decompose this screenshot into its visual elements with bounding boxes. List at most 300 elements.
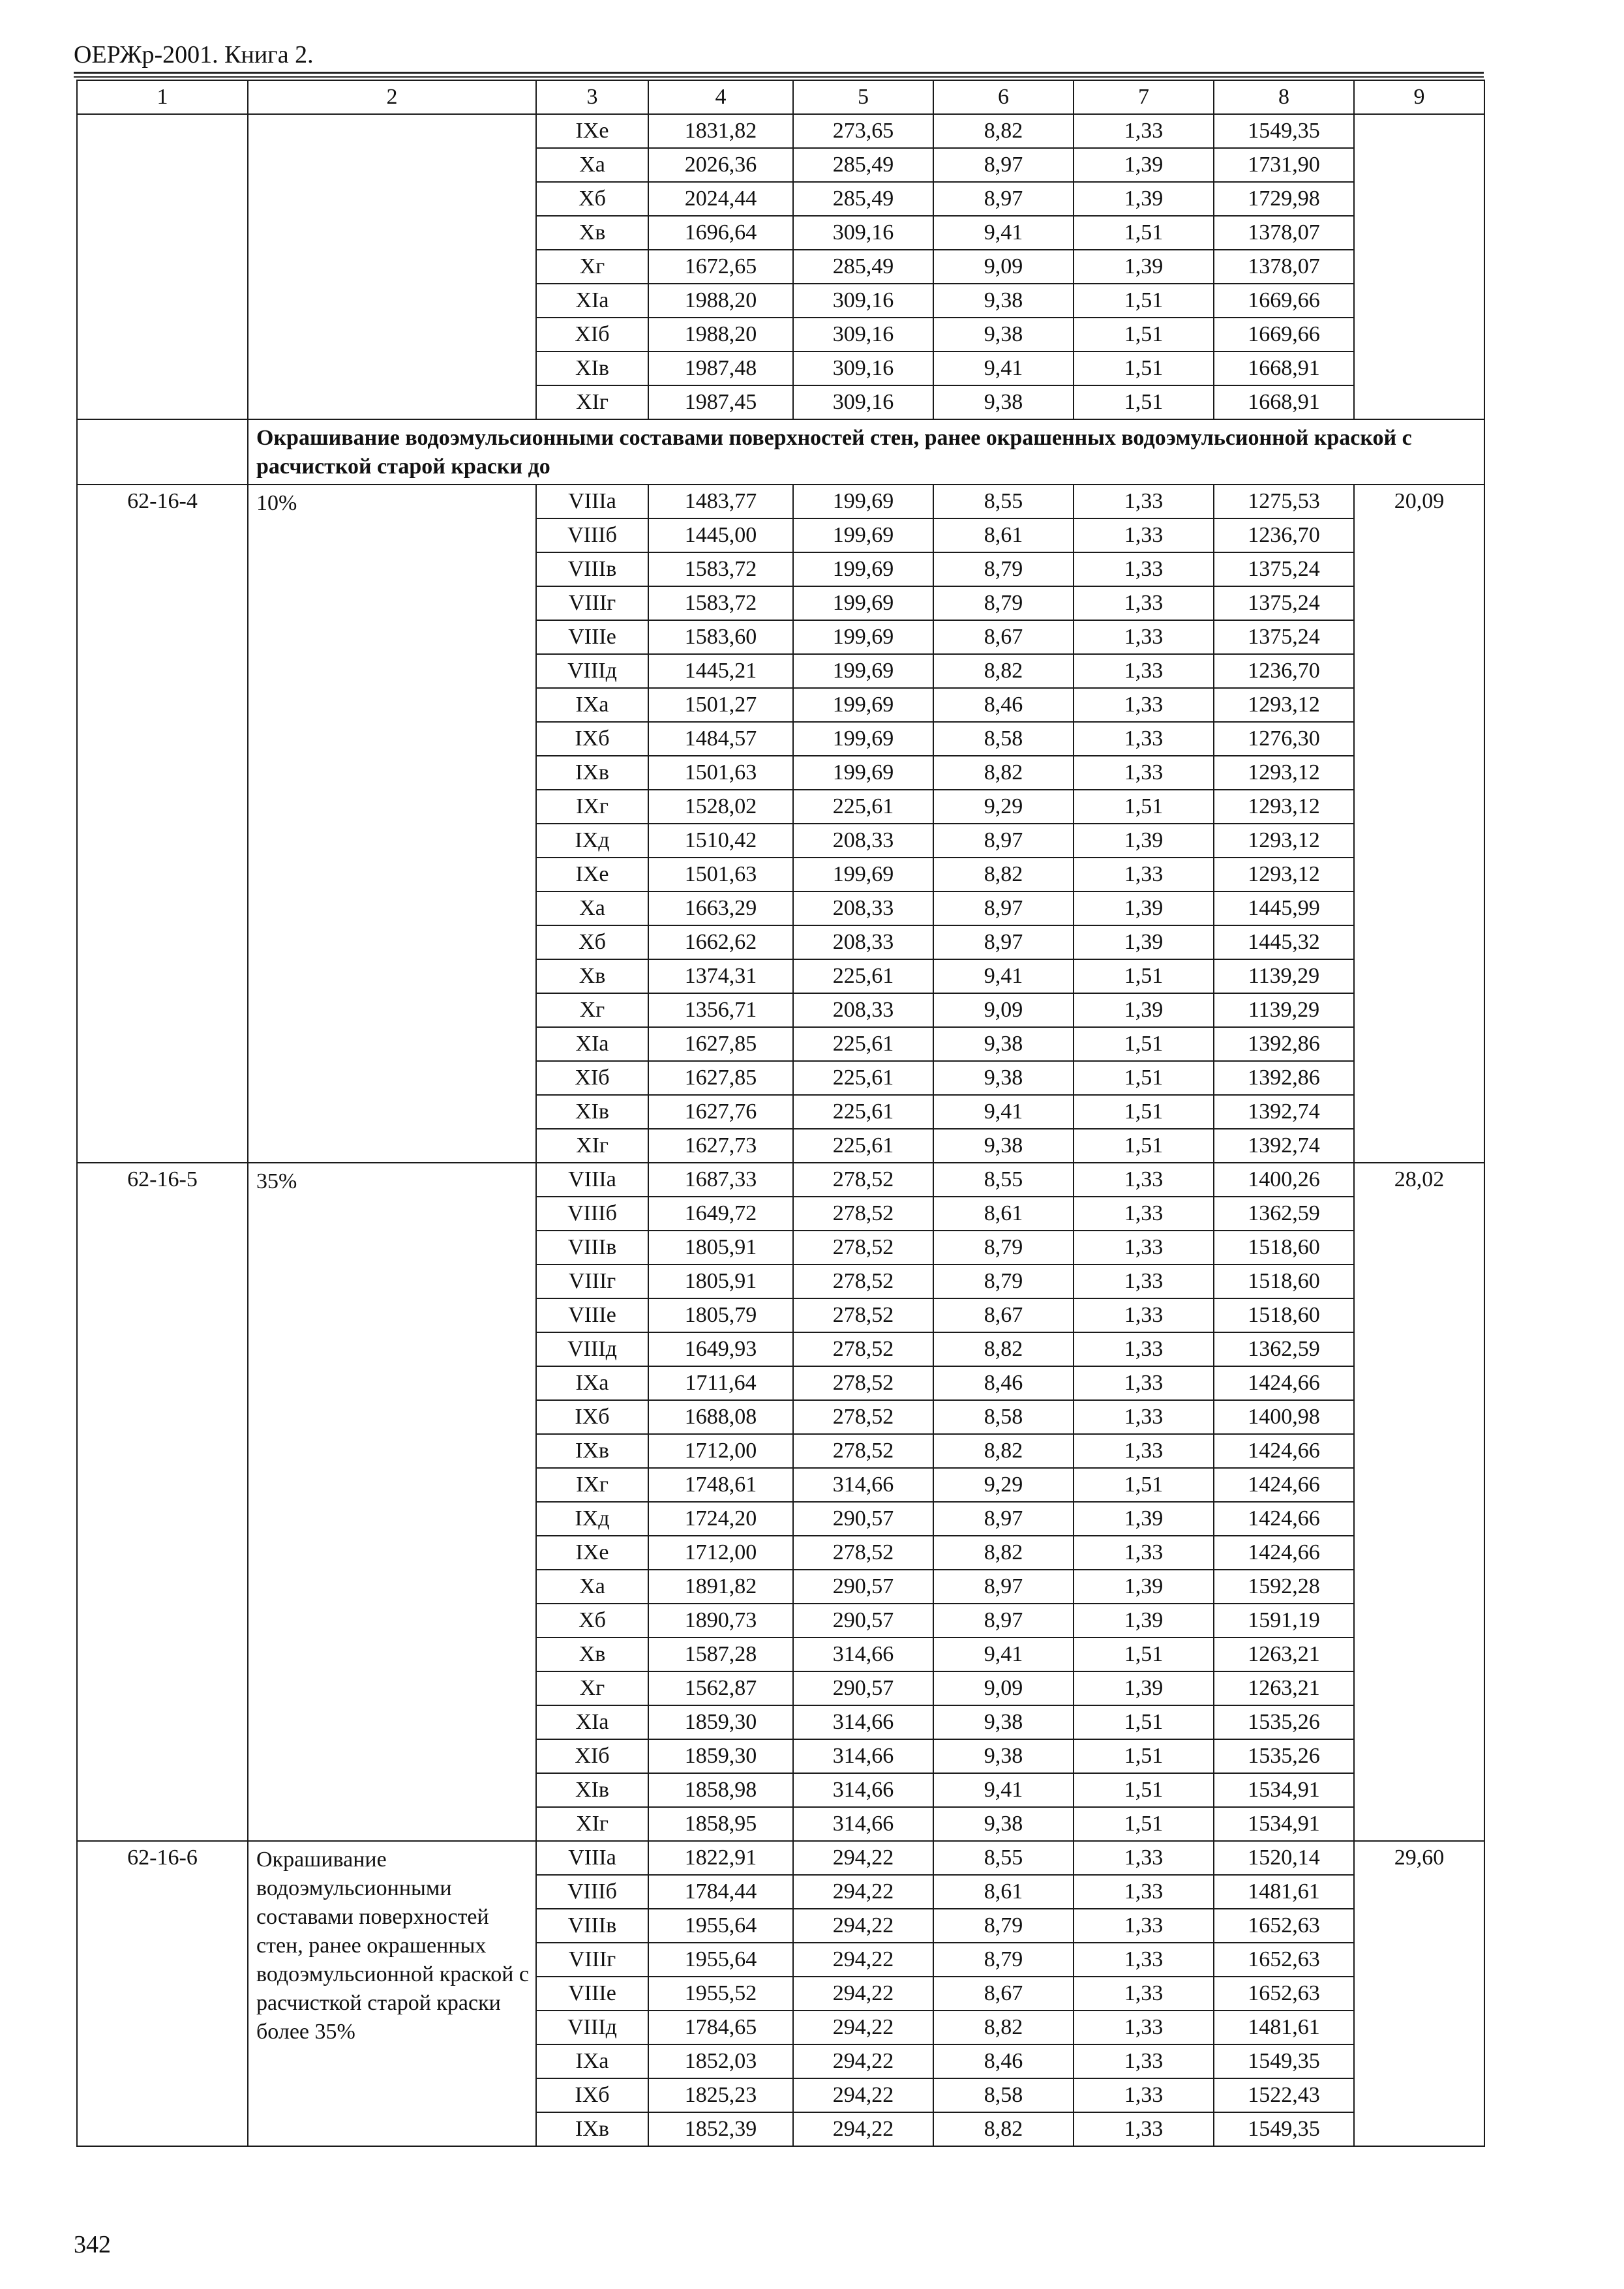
class-cell: XIб	[536, 1061, 648, 1095]
drivers-wages-cell: 1,51	[1074, 959, 1214, 993]
materials-cell: 1591,19	[1214, 1604, 1354, 1638]
wages-cell: 309,16	[793, 216, 933, 250]
wages-cell: 294,22	[793, 1943, 933, 1977]
materials-cell: 1362,59	[1214, 1197, 1354, 1231]
machines-cell: 9,38	[933, 284, 1074, 318]
total-cost-cell: 1852,03	[648, 2044, 793, 2078]
drivers-wages-cell: 1,39	[1074, 182, 1214, 216]
drivers-wages-cell: 1,39	[1074, 925, 1214, 959]
materials-cell: 1549,35	[1214, 2044, 1354, 2078]
machines-cell: 8,82	[933, 858, 1074, 891]
materials-cell: 1275,53	[1214, 485, 1354, 518]
wages-cell: 208,33	[793, 824, 933, 858]
section-heading-code-cell	[77, 419, 248, 485]
total-cost-cell: 1501,63	[648, 756, 793, 790]
class-cell: XIа	[536, 1705, 648, 1739]
class-cell: IXб	[536, 2078, 648, 2112]
machines-cell: 9,38	[933, 318, 1074, 352]
class-cell: Xв	[536, 1638, 648, 1671]
class-cell: VIIIе	[536, 1298, 648, 1332]
class-cell: Xб	[536, 182, 648, 216]
wages-cell: 199,69	[793, 756, 933, 790]
machines-cell: 9,38	[933, 1027, 1074, 1061]
drivers-wages-cell: 1,33	[1074, 756, 1214, 790]
total-cost-cell: 1662,62	[648, 925, 793, 959]
machines-cell: 8,79	[933, 1943, 1074, 1977]
machines-cell: 9,38	[933, 1705, 1074, 1739]
materials-cell: 1139,29	[1214, 993, 1354, 1027]
class-cell: XIв	[536, 1773, 648, 1807]
total-cost-cell: 1649,93	[648, 1332, 793, 1366]
materials-cell: 1139,29	[1214, 959, 1354, 993]
machines-cell: 8,55	[933, 1841, 1074, 1875]
materials-cell: 1535,26	[1214, 1739, 1354, 1773]
table-row	[77, 485, 1484, 518]
machines-cell: 8,97	[933, 925, 1074, 959]
wages-cell: 278,52	[793, 1197, 933, 1231]
wages-cell: 314,66	[793, 1705, 933, 1739]
column-number: 7	[1074, 80, 1214, 114]
drivers-wages-cell: 1,51	[1074, 1129, 1214, 1163]
wages-cell: 278,52	[793, 1366, 933, 1400]
wages-cell: 294,22	[793, 1977, 933, 2011]
wages-cell: 314,66	[793, 1638, 933, 1671]
header-rule-thin	[74, 76, 1484, 78]
machines-cell: 8,58	[933, 722, 1074, 756]
class-cell: IXб	[536, 1400, 648, 1434]
drivers-wages-cell: 1,33	[1074, 2044, 1214, 2078]
materials-cell: 1263,21	[1214, 1638, 1354, 1671]
wages-cell: 225,61	[793, 1061, 933, 1095]
total-cost-cell: 1805,91	[648, 1231, 793, 1264]
wages-cell: 208,33	[793, 891, 933, 925]
total-cost-cell: 1987,48	[648, 352, 793, 385]
drivers-wages-cell: 1,33	[1074, 620, 1214, 654]
drivers-wages-cell: 1,33	[1074, 552, 1214, 586]
total-cost-cell: 1649,72	[648, 1197, 793, 1231]
total-cost-cell: 1627,85	[648, 1061, 793, 1095]
name-cell: Окрашивание водоэмульсионными составами поверхностей стен, ранее окрашенных водоэмульсионной краской с расчисткой старой краски более 35%	[248, 1841, 536, 2146]
wages-cell: 285,49	[793, 250, 933, 284]
total-cost-cell: 1890,73	[648, 1604, 793, 1638]
table-row	[77, 114, 1484, 148]
class-cell: IXе	[536, 858, 648, 891]
drivers-wages-cell: 1,33	[1074, 1536, 1214, 1570]
class-cell: VIIIг	[536, 1943, 648, 1977]
drivers-wages-cell: 1,33	[1074, 654, 1214, 688]
class-cell: XIг	[536, 1807, 648, 1841]
drivers-wages-cell: 1,33	[1074, 2078, 1214, 2112]
machines-cell: 9,38	[933, 1129, 1074, 1163]
total-cost-cell: 1483,77	[648, 485, 793, 518]
drivers-wages-cell: 1,33	[1074, 1264, 1214, 1298]
column-number: 9	[1354, 80, 1484, 114]
total-cost-cell: 1711,64	[648, 1366, 793, 1400]
class-cell: VIIIв	[536, 1909, 648, 1943]
wages-cell: 294,22	[793, 1909, 933, 1943]
class-cell: IXб	[536, 722, 648, 756]
total-cost-cell: 1510,42	[648, 824, 793, 858]
total-cost-cell: 1805,79	[648, 1298, 793, 1332]
class-cell: IXв	[536, 2112, 648, 2146]
machines-cell: 8,55	[933, 1163, 1074, 1197]
wages-cell: 278,52	[793, 1231, 933, 1264]
materials-cell: 1375,24	[1214, 620, 1354, 654]
materials-cell: 1392,74	[1214, 1095, 1354, 1129]
wages-cell: 309,16	[793, 352, 933, 385]
materials-cell: 1592,28	[1214, 1570, 1354, 1604]
machines-cell: 9,41	[933, 1638, 1074, 1671]
total-cost-cell: 1831,82	[648, 114, 793, 148]
materials-cell: 1424,66	[1214, 1536, 1354, 1570]
drivers-wages-cell: 1,33	[1074, 1943, 1214, 1977]
total-cost-cell: 1583,72	[648, 552, 793, 586]
class-cell: Xб	[536, 925, 648, 959]
class-cell: VIIIг	[536, 1264, 648, 1298]
wages-cell: 278,52	[793, 1536, 933, 1570]
total-cost-cell: 1687,33	[648, 1163, 793, 1197]
total-cost-cell: 1587,28	[648, 1638, 793, 1671]
machines-cell: 8,79	[933, 1231, 1074, 1264]
page-number: 342	[74, 2231, 111, 2258]
drivers-wages-cell: 1,33	[1074, 858, 1214, 891]
drivers-wages-cell: 1,51	[1074, 216, 1214, 250]
column-number: 6	[933, 80, 1074, 114]
class-cell: VIIIб	[536, 518, 648, 552]
class-cell: VIIIа	[536, 1841, 648, 1875]
materials-cell: 1236,70	[1214, 518, 1354, 552]
table-body	[77, 80, 1484, 2146]
drivers-wages-cell: 1,33	[1074, 1909, 1214, 1943]
materials-cell: 1400,26	[1214, 1163, 1354, 1197]
materials-cell: 1424,66	[1214, 1502, 1354, 1536]
machines-cell: 8,79	[933, 552, 1074, 586]
total-cost-cell: 1805,91	[648, 1264, 793, 1298]
class-cell: Xг	[536, 250, 648, 284]
class-cell: IXд	[536, 824, 648, 858]
machines-cell: 8,46	[933, 2044, 1074, 2078]
materials-cell: 1652,63	[1214, 1909, 1354, 1943]
materials-cell: 1375,24	[1214, 586, 1354, 620]
column-number: 1	[77, 80, 248, 114]
code-cell: 62-16-5	[77, 1163, 248, 1841]
materials-cell: 1293,12	[1214, 824, 1354, 858]
materials-cell: 1668,91	[1214, 352, 1354, 385]
total-cost-cell: 1696,64	[648, 216, 793, 250]
materials-cell: 1652,63	[1214, 1943, 1354, 1977]
machines-cell: 8,58	[933, 2078, 1074, 2112]
total-cost-cell: 1562,87	[648, 1671, 793, 1705]
column-number-row	[77, 80, 1484, 114]
section-heading-row	[77, 419, 1484, 485]
total-cost-cell: 1784,44	[648, 1875, 793, 1909]
machines-cell: 8,61	[933, 518, 1074, 552]
total-cost-cell: 1858,98	[648, 1773, 793, 1807]
drivers-wages-cell: 1,33	[1074, 1977, 1214, 2011]
drivers-wages-cell: 1,39	[1074, 824, 1214, 858]
class-cell: Xа	[536, 891, 648, 925]
total-cost-cell: 1858,95	[648, 1807, 793, 1841]
class-cell: XIа	[536, 284, 648, 318]
materials-cell: 1378,07	[1214, 216, 1354, 250]
machines-cell: 9,09	[933, 1671, 1074, 1705]
wages-cell: 199,69	[793, 485, 933, 518]
extra-cell: 20,09	[1354, 485, 1484, 1163]
drivers-wages-cell: 1,33	[1074, 1366, 1214, 1400]
materials-cell: 1534,91	[1214, 1773, 1354, 1807]
machines-cell: 8,58	[933, 1400, 1074, 1434]
class-cell: Xа	[536, 148, 648, 182]
drivers-wages-cell: 1,33	[1074, 586, 1214, 620]
materials-cell: 1392,86	[1214, 1027, 1354, 1061]
materials-cell: 1669,66	[1214, 318, 1354, 352]
class-cell: XIв	[536, 352, 648, 385]
wages-cell: 208,33	[793, 993, 933, 1027]
drivers-wages-cell: 1,33	[1074, 1163, 1214, 1197]
wages-cell: 314,66	[793, 1773, 933, 1807]
class-cell: Xб	[536, 1604, 648, 1638]
class-cell: VIIIг	[536, 586, 648, 620]
machines-cell: 8,82	[933, 756, 1074, 790]
extra-cell	[1354, 114, 1484, 419]
class-cell: XIб	[536, 318, 648, 352]
total-cost-cell: 1987,45	[648, 385, 793, 419]
code-cell: 62-16-4	[77, 485, 248, 1163]
wages-cell: 285,49	[793, 182, 933, 216]
materials-cell: 1652,63	[1214, 1977, 1354, 2011]
total-cost-cell: 1988,20	[648, 318, 793, 352]
drivers-wages-cell: 1,39	[1074, 891, 1214, 925]
total-cost-cell: 1688,08	[648, 1400, 793, 1434]
table-row	[77, 1163, 1484, 1197]
wages-cell: 278,52	[793, 1264, 933, 1298]
materials-cell: 1424,66	[1214, 1366, 1354, 1400]
machines-cell: 8,82	[933, 2011, 1074, 2044]
materials-cell: 1534,91	[1214, 1807, 1354, 1841]
wages-cell: 225,61	[793, 959, 933, 993]
drivers-wages-cell: 1,51	[1074, 1027, 1214, 1061]
materials-cell: 1669,66	[1214, 284, 1354, 318]
machines-cell: 8,97	[933, 1604, 1074, 1638]
total-cost-cell: 1825,23	[648, 2078, 793, 2112]
wages-cell: 278,52	[793, 1298, 933, 1332]
machines-cell: 8,61	[933, 1197, 1074, 1231]
wages-cell: 278,52	[793, 1434, 933, 1468]
drivers-wages-cell: 1,33	[1074, 1298, 1214, 1332]
materials-cell: 1424,66	[1214, 1468, 1354, 1502]
drivers-wages-cell: 1,39	[1074, 148, 1214, 182]
drivers-wages-cell: 1,33	[1074, 1231, 1214, 1264]
name-cell: 10%	[248, 485, 536, 1163]
total-cost-cell: 2024,44	[648, 182, 793, 216]
extra-cell: 29,60	[1354, 1841, 1484, 2146]
drivers-wages-cell: 1,33	[1074, 1434, 1214, 1468]
class-cell: IXа	[536, 1366, 648, 1400]
materials-cell: 1424,66	[1214, 1434, 1354, 1468]
class-cell: VIIIа	[536, 1163, 648, 1197]
total-cost-cell: 1988,20	[648, 284, 793, 318]
machines-cell: 9,41	[933, 216, 1074, 250]
class-cell: VIIIд	[536, 654, 648, 688]
total-cost-cell: 1627,85	[648, 1027, 793, 1061]
materials-cell: 1518,60	[1214, 1264, 1354, 1298]
total-cost-cell: 1583,72	[648, 586, 793, 620]
drivers-wages-cell: 1,39	[1074, 1502, 1214, 1536]
drivers-wages-cell: 1,39	[1074, 250, 1214, 284]
total-cost-cell: 1955,64	[648, 1943, 793, 1977]
materials-cell: 1293,12	[1214, 790, 1354, 824]
wages-cell: 314,66	[793, 1468, 933, 1502]
materials-cell: 1293,12	[1214, 858, 1354, 891]
wages-cell: 294,22	[793, 1841, 933, 1875]
total-cost-cell: 1501,27	[648, 688, 793, 722]
rates-table	[76, 80, 1485, 2147]
class-cell: Xа	[536, 1570, 648, 1604]
wages-cell: 278,52	[793, 1400, 933, 1434]
machines-cell: 8,97	[933, 182, 1074, 216]
class-cell: XIв	[536, 1095, 648, 1129]
drivers-wages-cell: 1,33	[1074, 1875, 1214, 1909]
materials-cell: 1392,74	[1214, 1129, 1354, 1163]
wages-cell: 314,66	[793, 1807, 933, 1841]
materials-cell: 1276,30	[1214, 722, 1354, 756]
class-cell: VIIIв	[536, 552, 648, 586]
drivers-wages-cell: 1,33	[1074, 722, 1214, 756]
total-cost-cell: 1784,65	[648, 2011, 793, 2044]
class-cell: XIа	[536, 1027, 648, 1061]
drivers-wages-cell: 1,33	[1074, 485, 1214, 518]
code-cell: 62-16-6	[77, 1841, 248, 2146]
drivers-wages-cell: 1,51	[1074, 318, 1214, 352]
total-cost-cell: 1663,29	[648, 891, 793, 925]
machines-cell: 8,67	[933, 1977, 1074, 2011]
drivers-wages-cell: 1,51	[1074, 1468, 1214, 1502]
total-cost-cell: 1583,60	[648, 620, 793, 654]
total-cost-cell: 1528,02	[648, 790, 793, 824]
total-cost-cell: 1356,71	[648, 993, 793, 1027]
wages-cell: 199,69	[793, 688, 933, 722]
wages-cell: 290,57	[793, 1502, 933, 1536]
materials-cell: 1518,60	[1214, 1298, 1354, 1332]
materials-cell: 1375,24	[1214, 552, 1354, 586]
materials-cell: 1445,32	[1214, 925, 1354, 959]
wages-cell: 290,57	[793, 1604, 933, 1638]
machines-cell: 8,97	[933, 148, 1074, 182]
drivers-wages-cell: 1,51	[1074, 1705, 1214, 1739]
column-number: 8	[1214, 80, 1354, 114]
class-cell: XIб	[536, 1739, 648, 1773]
wages-cell: 278,52	[793, 1163, 933, 1197]
machines-cell: 9,41	[933, 1095, 1074, 1129]
machines-cell: 8,67	[933, 1298, 1074, 1332]
machines-cell: 8,67	[933, 620, 1074, 654]
machines-cell: 8,97	[933, 1570, 1074, 1604]
wages-cell: 294,22	[793, 1875, 933, 1909]
total-cost-cell: 1955,64	[648, 1909, 793, 1943]
column-number: 5	[793, 80, 933, 114]
class-cell: IXг	[536, 790, 648, 824]
wages-cell: 225,61	[793, 1129, 933, 1163]
machines-cell: 9,38	[933, 1061, 1074, 1095]
materials-cell: 1729,98	[1214, 182, 1354, 216]
machines-cell: 8,82	[933, 1434, 1074, 1468]
drivers-wages-cell: 1,51	[1074, 1061, 1214, 1095]
class-cell: VIIIб	[536, 1197, 648, 1231]
materials-cell: 1445,99	[1214, 891, 1354, 925]
wages-cell: 199,69	[793, 620, 933, 654]
class-cell: XIг	[536, 1129, 648, 1163]
drivers-wages-cell: 1,33	[1074, 688, 1214, 722]
drivers-wages-cell: 1,51	[1074, 1095, 1214, 1129]
wages-cell: 208,33	[793, 925, 933, 959]
drivers-wages-cell: 1,39	[1074, 1604, 1214, 1638]
total-cost-cell: 1712,00	[648, 1434, 793, 1468]
machines-cell: 8,46	[933, 1366, 1074, 1400]
class-cell: Xг	[536, 993, 648, 1027]
machines-cell: 9,09	[933, 250, 1074, 284]
wages-cell: 294,22	[793, 2011, 933, 2044]
machines-cell: 9,38	[933, 1807, 1074, 1841]
class-cell: IXд	[536, 1502, 648, 1536]
wages-cell: 309,16	[793, 385, 933, 419]
drivers-wages-cell: 1,33	[1074, 518, 1214, 552]
machines-cell: 9,29	[933, 790, 1074, 824]
total-cost-cell: 1852,39	[648, 2112, 793, 2146]
column-number: 2	[248, 80, 536, 114]
materials-cell: 1481,61	[1214, 2011, 1354, 2044]
materials-cell: 1549,35	[1214, 114, 1354, 148]
materials-cell: 1520,14	[1214, 1841, 1354, 1875]
machines-cell: 8,82	[933, 1332, 1074, 1366]
class-cell: Xг	[536, 1671, 648, 1705]
materials-cell: 1293,12	[1214, 756, 1354, 790]
total-cost-cell: 1724,20	[648, 1502, 793, 1536]
machines-cell: 8,97	[933, 891, 1074, 925]
drivers-wages-cell: 1,51	[1074, 385, 1214, 419]
machines-cell: 9,38	[933, 1739, 1074, 1773]
total-cost-cell: 1627,76	[648, 1095, 793, 1129]
column-number: 3	[536, 80, 648, 114]
total-cost-cell: 1748,61	[648, 1468, 793, 1502]
materials-cell: 1549,35	[1214, 2112, 1354, 2146]
total-cost-cell: 1501,63	[648, 858, 793, 891]
machines-cell: 9,09	[933, 993, 1074, 1027]
class-cell: VIIIе	[536, 1977, 648, 2011]
drivers-wages-cell: 1,33	[1074, 2011, 1214, 2044]
drivers-wages-cell: 1,33	[1074, 1332, 1214, 1366]
name-cell	[248, 114, 536, 419]
class-cell: IXа	[536, 688, 648, 722]
machines-cell: 8,97	[933, 1502, 1074, 1536]
machines-cell: 8,97	[933, 824, 1074, 858]
total-cost-cell: 1712,00	[648, 1536, 793, 1570]
wages-cell: 225,61	[793, 1027, 933, 1061]
machines-cell: 8,82	[933, 1536, 1074, 1570]
section-heading: Окрашивание водоэмульсионными составами поверхностей стен, ранее окрашенных водоэмульсионной краской с расчисткой старой краски до	[248, 419, 1484, 485]
class-cell: VIIIд	[536, 2011, 648, 2044]
drivers-wages-cell: 1,51	[1074, 1638, 1214, 1671]
wages-cell: 294,22	[793, 2112, 933, 2146]
materials-cell: 1481,61	[1214, 1875, 1354, 1909]
class-cell: IXг	[536, 1468, 648, 1502]
total-cost-cell: 2026,36	[648, 148, 793, 182]
machines-cell: 8,82	[933, 2112, 1074, 2146]
drivers-wages-cell: 1,51	[1074, 352, 1214, 385]
materials-cell: 1236,70	[1214, 654, 1354, 688]
class-cell: Xв	[536, 216, 648, 250]
wages-cell: 199,69	[793, 858, 933, 891]
wages-cell: 309,16	[793, 284, 933, 318]
